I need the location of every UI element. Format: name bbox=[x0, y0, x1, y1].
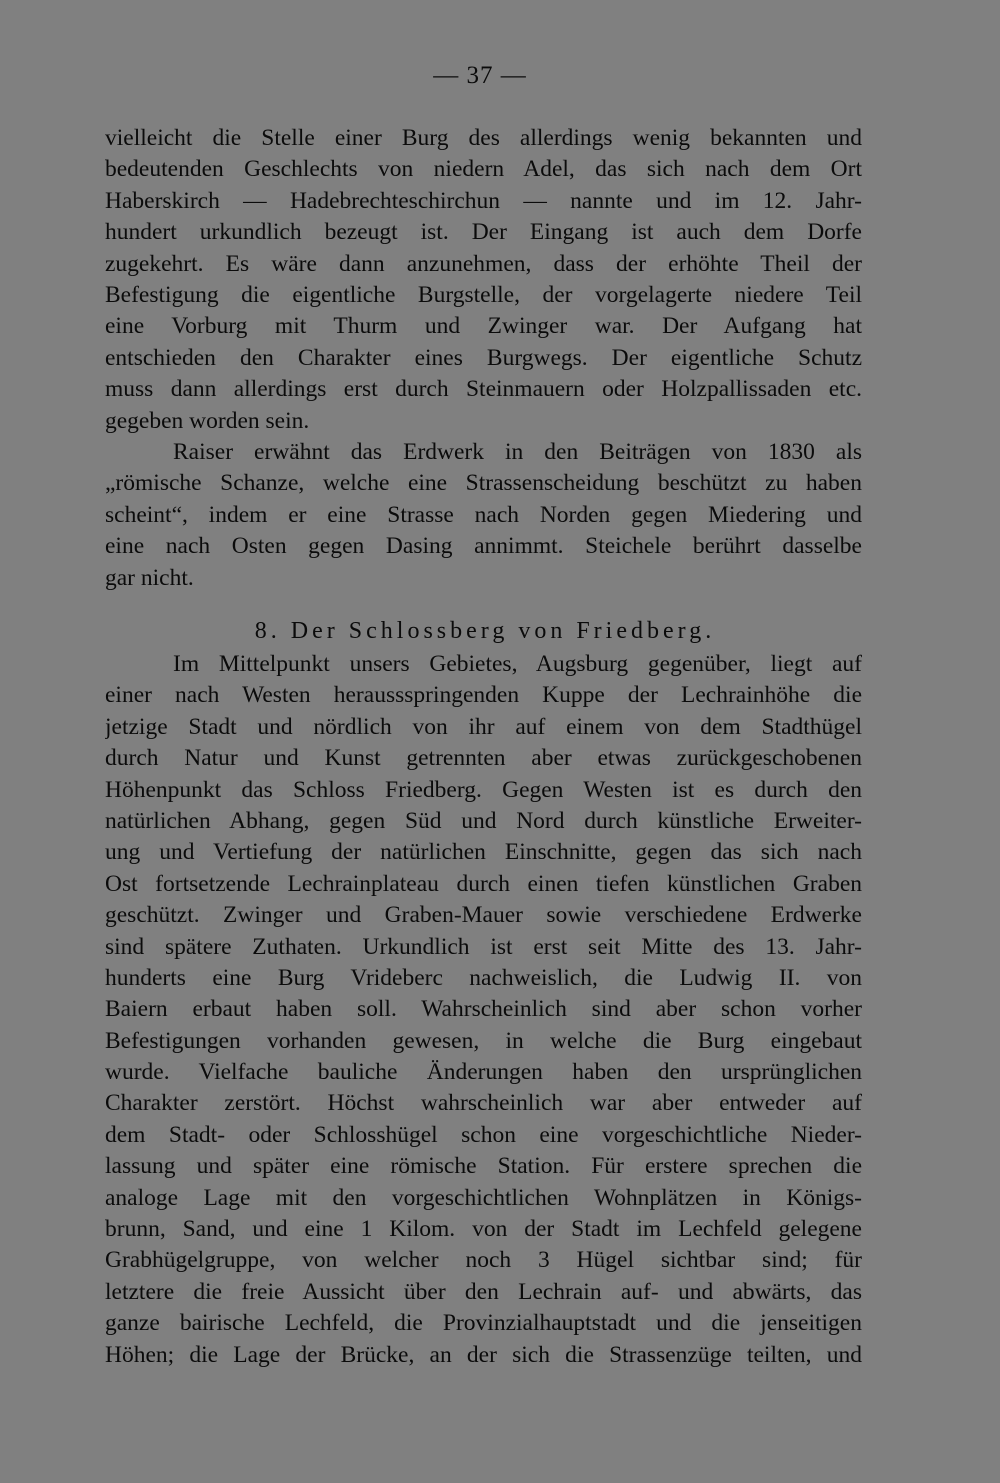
text-line: Baiern erbaut haben soll. Wahrscheinlich sind aber schon vorher bbox=[105, 996, 862, 1023]
text-line: zugekehrt. Es wäre dann anzunehmen, dass der erhöhte Theil der bbox=[105, 250, 862, 277]
text-line: letztere die freie Aussicht über den Lechrain auf- und abwärts, das bbox=[105, 1278, 862, 1305]
text-line: Ost fortsetzende Lechrainplateau durch einen tiefen künstlichen Graben bbox=[105, 870, 862, 897]
paragraph-2 bbox=[105, 437, 862, 594]
text-line: ung und Vertiefung der natürlichen Einschnitte, gegen das sich nach bbox=[105, 839, 862, 866]
text-line: gar nicht. bbox=[105, 564, 194, 591]
text-line: muss dann allerdings erst durch Steinmauern oder Holzpallissaden etc. bbox=[105, 376, 862, 403]
text-line: lassung und später eine römische Station. Für erstere sprechen die bbox=[105, 1153, 862, 1180]
text-line: entschieden den Charakter eines Burgwegs. Der eigentliche Schutz bbox=[105, 344, 862, 371]
text-line: Haberskirch — Hadebrechteschirchun — nannte und im 12. Jahr- bbox=[105, 187, 862, 214]
text-line: Grabhügelgruppe, von welcher noch 3 Hügel sichtbar sind; für bbox=[105, 1247, 862, 1274]
text-line: Höhenpunkt das Schloss Friedberg. Gegen Westen ist es durch den bbox=[105, 776, 862, 803]
text-line: gegeben worden sein. bbox=[105, 407, 310, 434]
text-line: wurde. Vielfache bauliche Änderungen haben den ursprünglichen bbox=[105, 1059, 862, 1086]
text-line: eine nach Osten gegen Dasing annimmt. Steichele berührt dasselbe bbox=[105, 533, 862, 560]
text-line: „römische Schanze, welche eine Strassenscheidung beschützt zu haben bbox=[105, 470, 862, 497]
text-line: Befestigungen vorhanden gewesen, in welche die Burg eingebaut bbox=[105, 1027, 862, 1054]
text-line: ganze bairische Lechfeld, die Provinzialhauptstadt und die jenseitigen bbox=[105, 1310, 862, 1337]
text-line: Befestigung die eigentliche Burgstelle, der vorgelagerte niedere Teil bbox=[105, 281, 862, 308]
text-line: eine Vorburg mit Thurm und Zwinger war. Der Aufgang hat bbox=[105, 313, 862, 340]
text-line: durch Natur und Kunst getrennten aber etwas zurückgeschobenen bbox=[105, 745, 862, 772]
text-line: hundert urkundlich bezeugt ist. Der Eingang ist auch dem Dorfe bbox=[105, 219, 862, 246]
text-line: Höhen; die Lage der Brücke, an der sich die Strassenzüge teilten, und bbox=[105, 1341, 862, 1368]
section-heading: 8. Der Schlossberg von Friedberg. bbox=[254, 618, 716, 644]
text-line: Im Mittelpunkt unsers Gebietes, Augsburg gegenüber, liegt auf bbox=[173, 651, 862, 677]
text-line: natürlichen Abhang, gegen Süd und Nord durch künstliche Erweiter- bbox=[105, 807, 862, 834]
paragraph-3 bbox=[105, 649, 862, 1371]
text-line: bedeutenden Geschlechts von niedern Adel, das sich nach dem Ort bbox=[105, 156, 862, 183]
text-line: dem Stadt- oder Schlosshügel schon eine vorgeschichtliche Nieder- bbox=[105, 1121, 862, 1148]
text-line: analoge Lage mit den vorgeschichtlichen Wohnplätzen in Königs- bbox=[105, 1184, 862, 1211]
text-line: einer nach Westen heraussspringenden Kuppe der Lechrainhöhe die bbox=[105, 682, 862, 709]
text-line: brunn, Sand, und eine 1 Kilom. von der Stadt im Lechfeld gelegene bbox=[105, 1216, 862, 1243]
text-line: geschützt. Zwinger und Graben-Mauer sowie verschiedene Erdwerke bbox=[105, 902, 862, 929]
text-line: scheint“, indem er eine Strasse nach Norden gegen Miedering und bbox=[105, 501, 862, 528]
page-number: — 37 — bbox=[433, 62, 527, 89]
text-line: hunderts eine Burg Vrideberc nachweislich, die Ludwig II. von bbox=[105, 964, 862, 991]
text-line: vielleicht die Stelle einer Burg des allerdings wenig bekannten und bbox=[105, 125, 862, 151]
text-line: Raiser erwähnt das Erdwerk in den Beiträgen von 1830 als bbox=[173, 439, 862, 465]
text-line: Charakter zerstört. Höchst wahrscheinlich war aber entweder auf bbox=[105, 1090, 862, 1117]
paragraph-1 bbox=[105, 123, 862, 437]
text-line: sind spätere Zuthaten. Urkundlich ist erst seit Mitte des 13. Jahr- bbox=[105, 933, 862, 960]
text-line: jetzige Stadt und nördlich von ihr auf einem von dem Stadthügel bbox=[105, 713, 862, 740]
